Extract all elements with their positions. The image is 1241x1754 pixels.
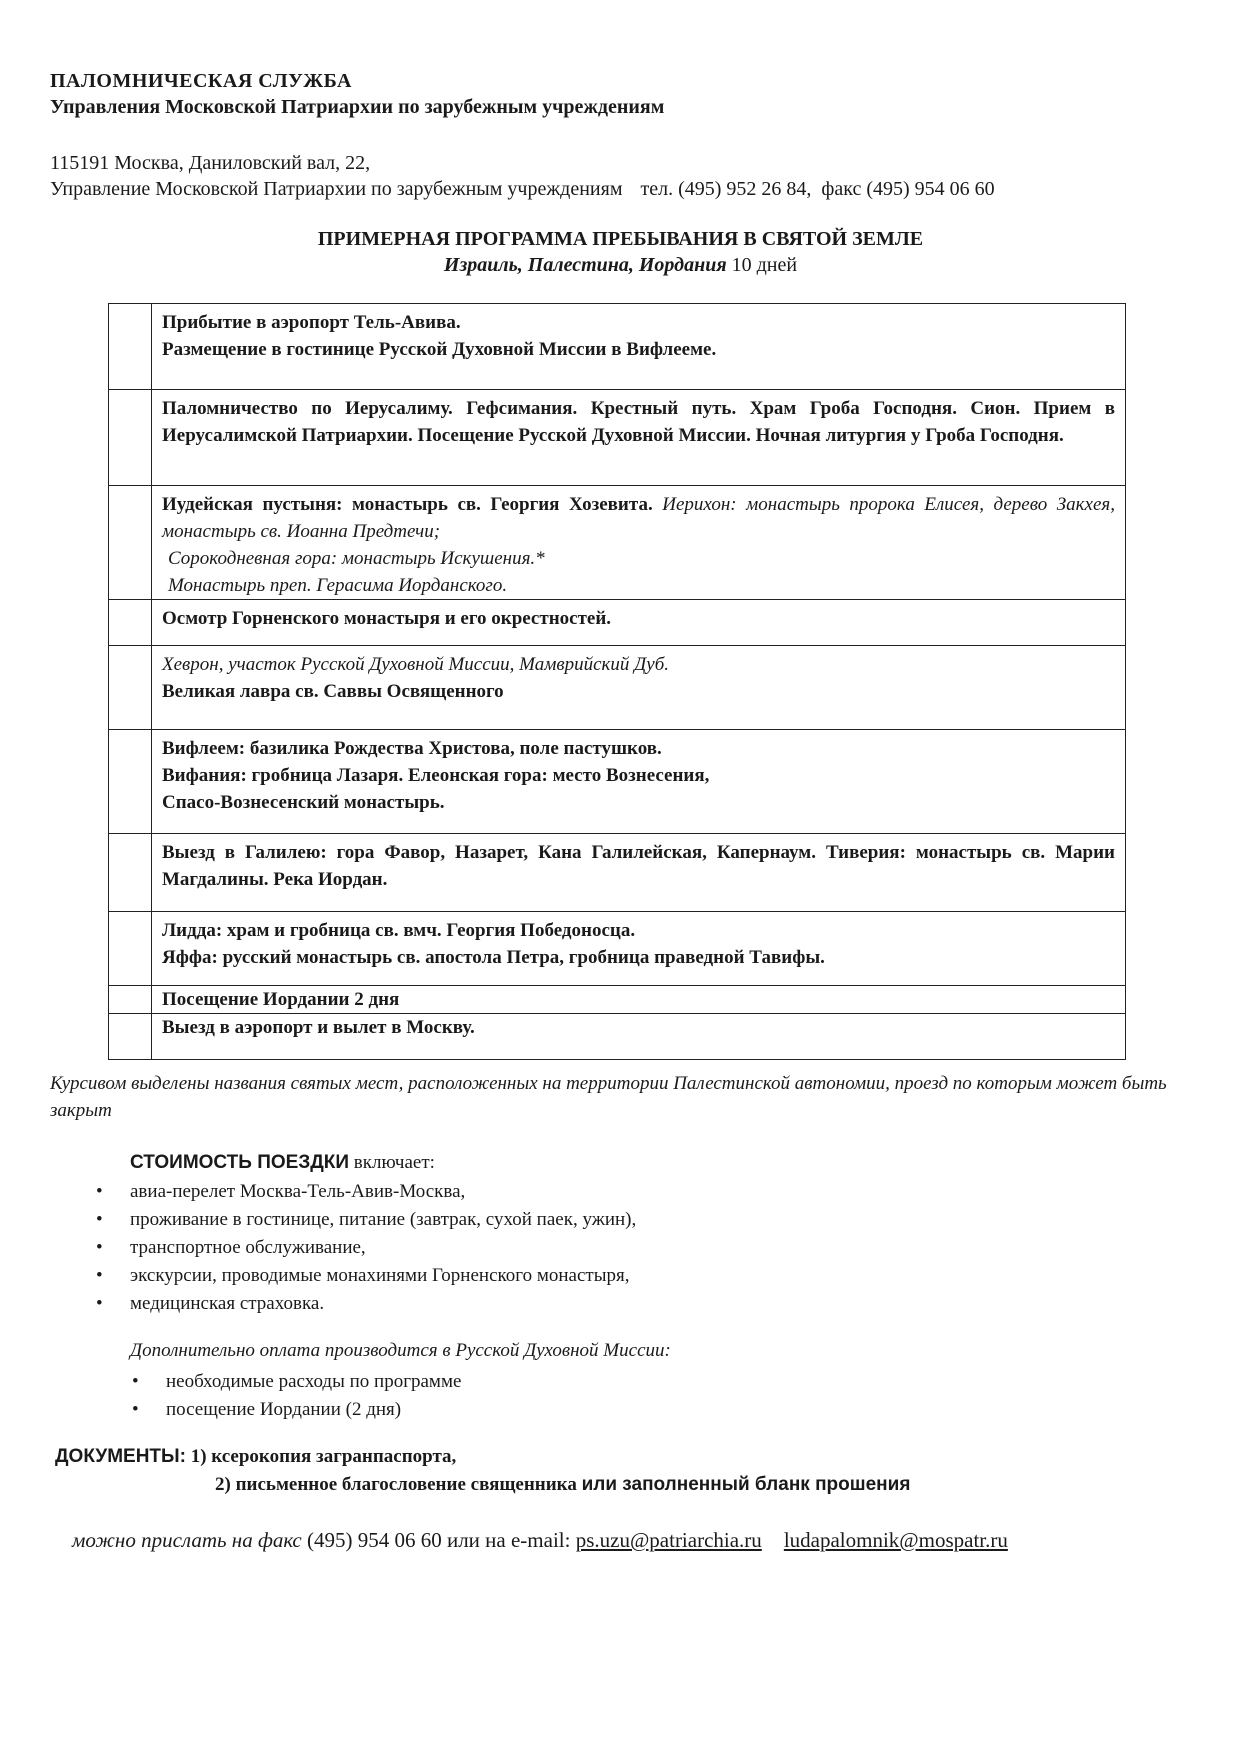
phone: тел. (495) 952 26 84, [640,178,812,200]
schedule-text: Паломничество по Иерусалиму. Гефсимания. Крестный путь. Храм Гроба Господня. Сион. Прием в Иерусалимской Патриархии. Посещение Русской Духовной Миссии. Ночная литургия у Гроба Господня. [162,398,1115,446]
schedule-cell [152,486,1126,600]
day-cell [109,1014,152,1060]
email-link-uzu[interactable]: ps.uzu@patriarchia.ru [575,1528,762,1552]
schedule-row [109,486,1126,600]
schedule-text: Осмотр Горненского монастыря и его окрестностей. [162,608,612,629]
bullet-icon: • [96,1265,103,1286]
fax: факс (495) 954 06 60 [821,178,995,200]
day-cell [109,986,152,1014]
list-item [96,1290,636,1318]
schedule-row [109,986,1126,1014]
org-department: Управление Московской Патриархии по зарубежным учреждениям [50,178,623,200]
day-cell [109,912,152,986]
list-item-text: проживание в гостинице, питание (завтрак, сухой паек, ужин), [130,1209,637,1230]
documents-item-text-sans: или заполненный бланк прошения [581,1474,911,1495]
program-subtitle [0,254,1241,277]
schedule-text-italic: Иерихон: монастырь пророка Елисея, дерево Закхея, монастырь св. Иоанна Предтечи; [162,494,1116,542]
day-cell [109,390,152,486]
schedule-cell [152,390,1126,486]
schedule-row [109,730,1126,834]
schedule-row [109,600,1126,646]
day-cell [109,600,152,646]
schedule-row [109,390,1126,486]
schedule-row [109,912,1126,986]
documents-item: 1) ксерокопия загранпаспорта, [190,1446,457,1467]
italic-note: Курсивом выделены названия святых мест, расположенных на территории Палестинской автономии, проезд по которым может быть закрыт [50,1073,1167,1121]
cost-heading-rest: включает: [353,1152,435,1173]
day-cell [109,646,152,730]
address-line: 115191 Москва, Даниловский вал, 22, [50,152,371,174]
schedule-cell [152,912,1126,986]
list-item [96,1234,636,1262]
schedule-text: Размещение в гостинице Русской Духовной Миссии в Вифлееме. [162,339,717,360]
list-item-text: авиа-перелет Москва-Тель-Авив-Москва, [130,1181,466,1202]
schedule-row [109,304,1126,390]
list-item [96,1178,636,1206]
contact-footer [72,1528,1008,1553]
bullet-icon: • [96,1181,103,1202]
bullet-icon: • [96,1237,103,1258]
documents-heading-label: ДОКУМЕНТЫ: [55,1446,186,1467]
list-item [96,1262,636,1290]
schedule-text: Прибытие в аэропорт Тель-Авива. [162,312,461,333]
program-title: ПРИМЕРНАЯ ПРОГРАММА ПРЕБЫВАНИЯ В СВЯТОЙ ЗЕМЛЕ [317,228,924,250]
documents-item-2 [215,1474,910,1496]
schedule-text: Спасо-Вознесенский монастырь. [162,792,445,813]
email-link-ludapalomnik[interactable]: ludapalomnik@mospatr.ru [783,1528,1008,1552]
day-cell [109,486,152,600]
list-item [96,1206,637,1234]
extra-payment-heading: Дополнительно оплата производится в Русской Духовной Миссии: [130,1340,671,1361]
day-cell [109,730,152,834]
org-title: ПАЛОМНИЧЕСКАЯ СЛУЖБА [50,70,353,92]
contact-line [50,178,995,201]
list-item [132,1396,461,1424]
schedule-text: Выезд в аэропорт и вылет в Москву. [162,1017,475,1038]
bullet-icon: • [96,1209,103,1230]
schedule-text: Посещение Иордании 2 дня [162,989,400,1010]
schedule-text: Вифлеем: базилика Рождества Христова, поле пастушков. [162,738,662,759]
schedule-cell [152,986,1126,1014]
schedule-cell [152,1014,1126,1060]
schedule-cell [152,730,1126,834]
documents-heading [55,1446,456,1468]
program-countries: Израиль, Палестина, Иордания [443,254,727,276]
list-item-text: экскурсии, проводимые монахинями Горненского монастыря, [130,1265,630,1286]
program-duration: 10 дней [731,254,798,276]
schedule-text: Лидда: храм и гробница св. вмч. Георгия Победоносца. [162,920,636,941]
list-item-text: медицинская страховка. [130,1293,325,1314]
schedule-text: Яффа: русский монастырь св. апостола Петра, гробница праведной Тавифы. [162,947,825,968]
list-item-text: необходимые расходы по программе [166,1371,462,1392]
day-cell [109,304,152,390]
org-subtitle: Управления Московской Патриархии по зарубежным учреждениям [50,96,665,118]
cost-heading-caps: СТОИМОСТЬ ПОЕЗДКИ [130,1152,350,1173]
bullet-icon: • [132,1371,139,1392]
extra-payment-list [132,1368,462,1424]
schedule-row [109,834,1126,912]
cost-heading [130,1152,435,1174]
documents-item-text: 2) письменное благословение священника [215,1474,577,1495]
list-item-text: посещение Иордании (2 дня) [166,1399,402,1420]
schedule-text: Иудейская пустыня: монастырь св. Георгия Хозевита. [162,494,653,515]
list-item [132,1368,462,1396]
contact-fax: (495) 954 06 60 или на e-mail: [306,1528,571,1552]
schedule-table [108,303,1126,1060]
bullet-icon: • [132,1399,139,1420]
schedule-cell [152,600,1126,646]
schedule-text-italic: Монастырь преп. Герасима Иорданского. [168,575,508,596]
contact-lead: можно прислать на факс [72,1528,302,1552]
schedule-row [109,646,1126,730]
schedule-text: Выезд в Галилею: гора Фавор, Назарет, Кана Галилейская, Капернаум. Тиверия: монастырь св. Марии Магдалины. Река Иордан. [162,842,1115,890]
schedule-text-italic: Хеврон, участок Русской Духовной Миссии, Мамврийский Дуб. [162,654,669,675]
schedule-cell [152,304,1126,390]
bullet-icon: • [96,1293,103,1314]
schedule-text: Вифания: гробница Лазаря. Елеонская гора: место Вознесения, [162,765,710,786]
list-item-text: транспортное обслуживание, [130,1237,366,1258]
schedule-text-italic: Сорокодневная гора: монастырь Искушения.* [168,548,545,569]
cost-list [96,1178,637,1318]
day-cell [109,834,152,912]
schedule-cell [152,834,1126,912]
schedule-cell [152,646,1126,730]
schedule-row [109,1014,1126,1060]
schedule-text: Великая лавра св. Саввы Освященного [162,681,504,702]
